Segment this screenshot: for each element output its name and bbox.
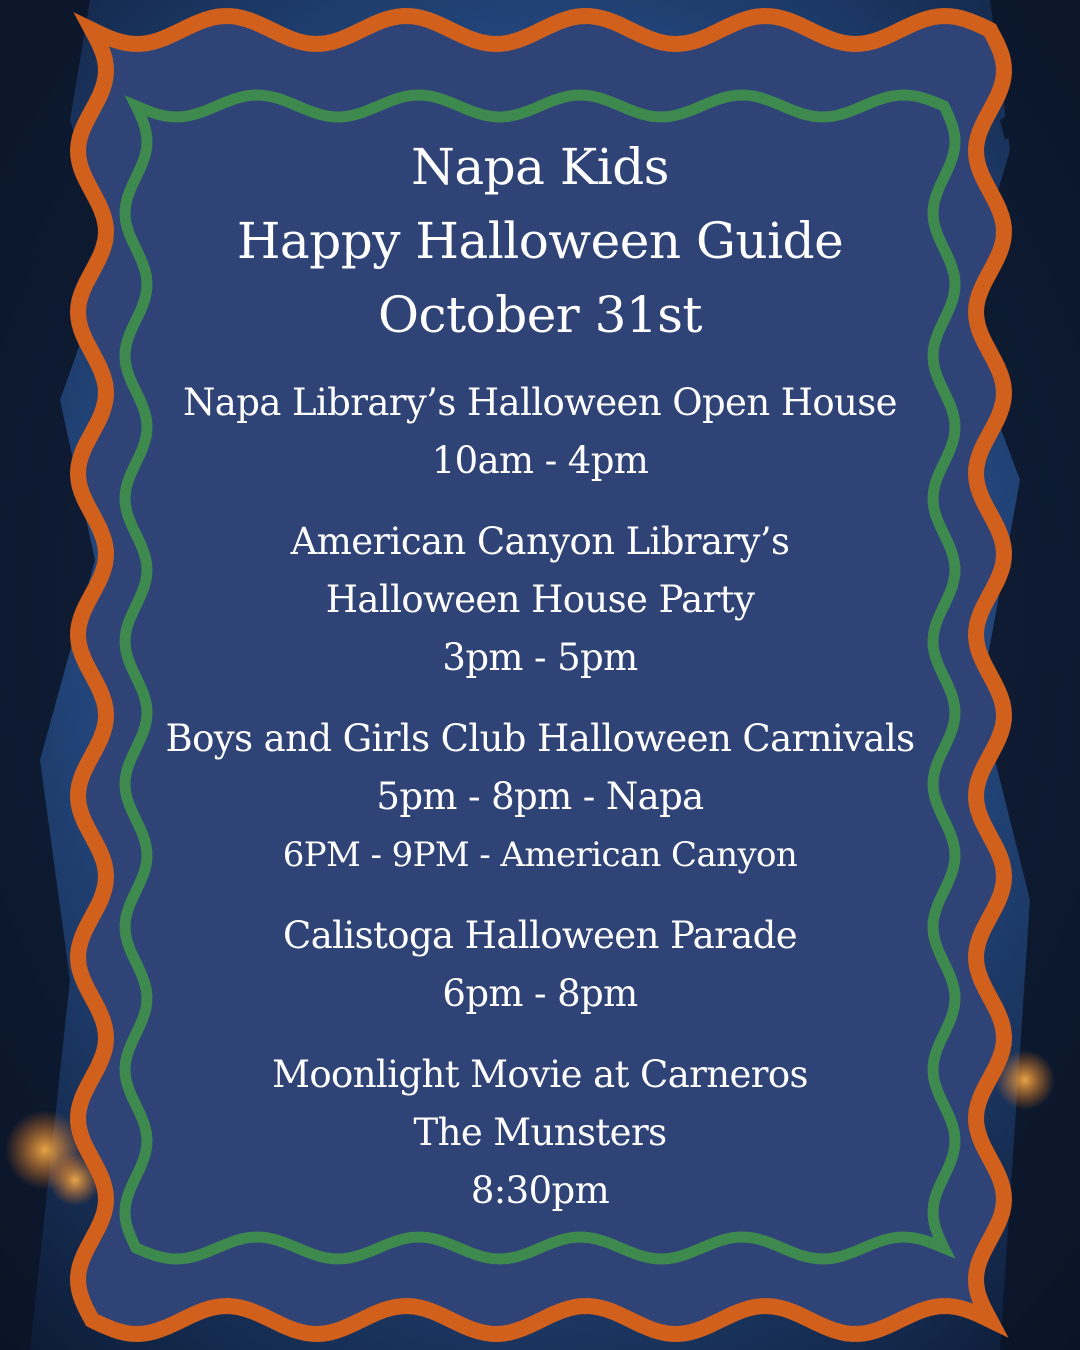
event-name: Calistoga Halloween Parade xyxy=(282,914,798,957)
event-boys-girls-club xyxy=(150,710,930,884)
event-movie-title: The Munsters xyxy=(413,1111,667,1154)
event-calistoga-parade xyxy=(150,907,930,1023)
event-name: Boys and Girls Club Halloween Carnivals xyxy=(165,717,915,760)
event-time: 3pm - 5pm xyxy=(442,636,638,679)
event-napa-library xyxy=(150,374,930,490)
event-time-napa: 5pm - 8pm - Napa xyxy=(376,775,704,818)
title-line-1: Napa Kids xyxy=(411,138,669,196)
event-time-american-canyon: 6PM - 9PM - American Canyon xyxy=(282,835,798,875)
event-name: American Canyon Library’s xyxy=(290,520,790,563)
event-time: 8:30pm xyxy=(470,1169,610,1212)
event-american-canyon-library xyxy=(150,513,930,687)
event-name: Moonlight Movie at Carneros xyxy=(272,1053,808,1096)
title-line-3: October 31st xyxy=(378,286,702,344)
event-time: 6pm - 8pm xyxy=(442,972,638,1015)
event-name: Napa Library’s Halloween Open House xyxy=(183,381,897,424)
event-moonlight-movie xyxy=(150,1046,930,1220)
guide-content xyxy=(150,130,930,1243)
event-time: 10am - 4pm xyxy=(431,439,649,482)
title-line-2: Happy Halloween Guide xyxy=(236,212,844,270)
title-block xyxy=(150,130,930,352)
event-name-continued: Halloween House Party xyxy=(325,578,755,621)
